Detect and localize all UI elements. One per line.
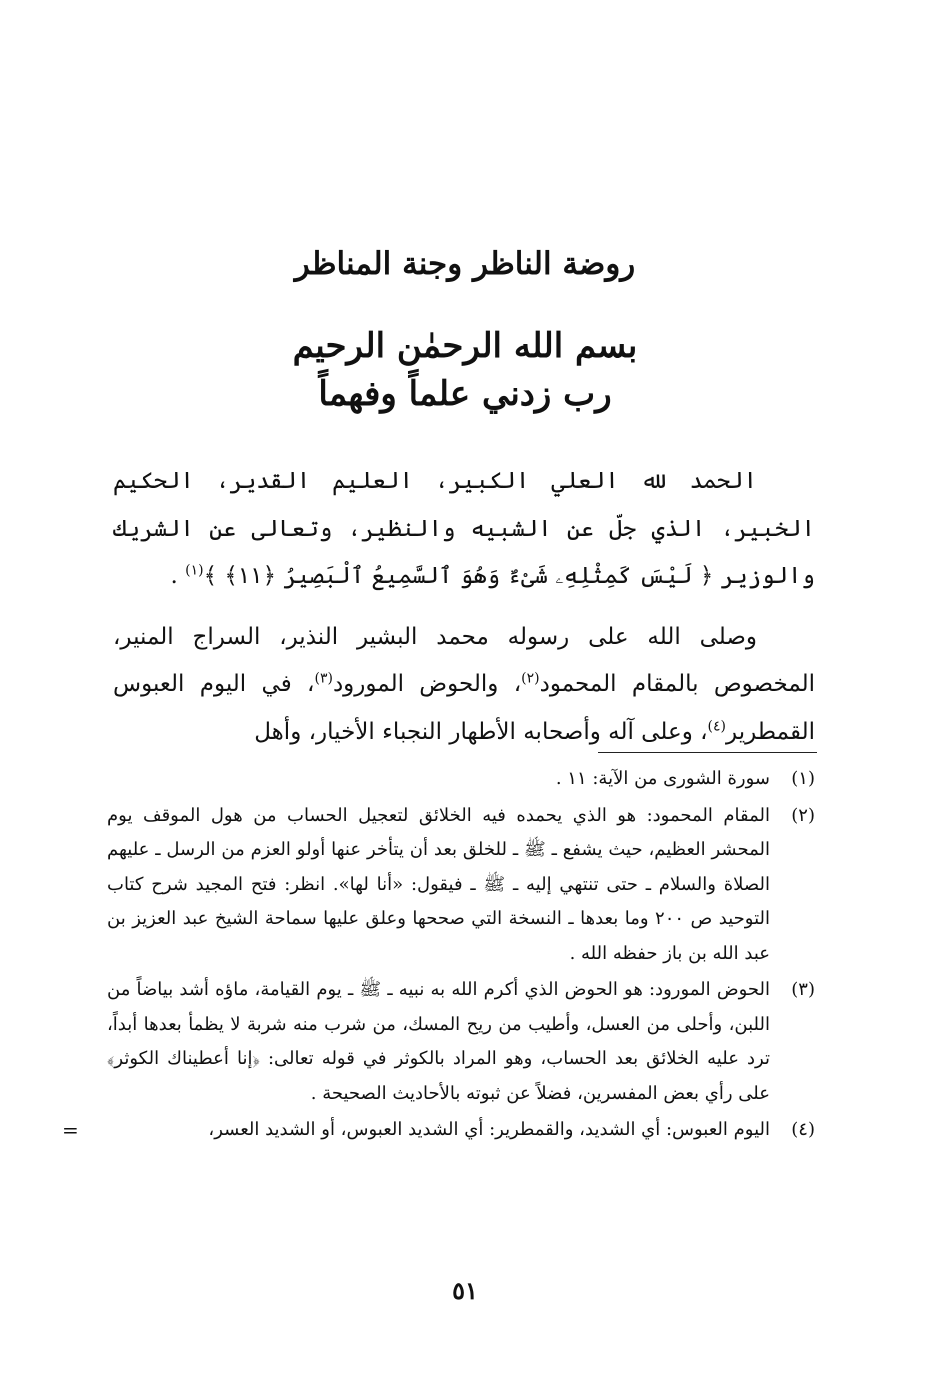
- footnote-item: [107, 799, 815, 972]
- footnote-ref-4[interactable]: (٤): [707, 717, 727, 734]
- dua: رب زدني علماً وفهماً: [318, 374, 612, 414]
- footnote-number: (٤): [791, 1119, 815, 1140]
- footnote-divider: [598, 752, 817, 753]
- salutation-part-2: ، والحوض المورود: [332, 671, 522, 697]
- paragraph-praise: [113, 458, 815, 601]
- paragraph-salutation: [113, 614, 815, 757]
- footnotes-list: [62, 762, 815, 1150]
- body-text: [113, 458, 815, 769]
- footnote-number: (١): [791, 768, 815, 789]
- footnote-number: (٣): [791, 979, 815, 1000]
- quran-verse: ﴿ لَيْسَ كَمِثْلِهِۦ شَىْءٌ وَهُوَ ٱلسَّمِيعُ ٱلْبَصِيرُ ﴿١١﴾ ﴾: [203, 563, 714, 589]
- salutation-part-3: ، في اليوم العبوس القمطرير: [113, 671, 815, 745]
- salutation-part-4: ، وعلى آله وأصحابه الأطهار النجباء الأخيار، وأهل: [254, 718, 708, 745]
- footnote-item: [107, 973, 815, 1111]
- book-title: روضة الناظر وجنة المناظر: [294, 246, 636, 282]
- footnote-ref-3[interactable]: (٣): [314, 670, 333, 687]
- basmala: بسم الله الرحمٰن الرحيم: [292, 326, 638, 366]
- footnote-text: المقام المحمود: هو الذي يحمده فيه الخلائق لتعجيل الحساب من هول الموقف يوم المحشر العظيم، حيث يشفع ـ ﷺ ـ للخلق بعد أن يتأخر عنها أولو العزم من الرسل ـ عليهم الصلاة والسلام ـ حتى تنتهي إليه ـ ﷺ ـ فيقول: «أنا لها». انظر: فتح المجيد شرح كتاب التوحيد ص ٢٠٠ وما بعدها ـ النسخة التي صححها وعلق عليها سماحة الشيخ عبد العزيز بن عبد الله بن باز حفظه الله .: [107, 804, 771, 964]
- praise-end: .: [170, 563, 178, 589]
- footnote-text: اليوم العبوس: أي الشديد، والقمطرير: أي الشديد العبوس، أو الشديد العسر،: [208, 1119, 770, 1140]
- footnote-text: سورة الشورى من الآية: ١١ .: [555, 768, 770, 789]
- footnote-number: (٢): [791, 804, 815, 826]
- continuation-mark: =: [62, 1118, 79, 1142]
- salutation-part-1: وصلى الله على رسوله محمد البشير النذير، السراج المنير، المخصوص بالمقام المحمود: [113, 623, 816, 697]
- praise-text: الحمد لله العلي الكبير، العليم القدير، الحكيم الخبير، الذي جلّ عن الشبيه والنظير، وتعالى عن الشريك والوزير: [113, 468, 815, 589]
- footnote-ref-2[interactable]: (٢): [521, 670, 540, 687]
- footnote-text: الحوض المورود: هو الحوض الذي أكرم الله به نبيه ـ ﷺ ـ يوم القيامة، ماؤه أشد بياضاً من اللبن، وأحلى من العسل، وأطيب من ريح المسك، من شرب منه شربة لا يظمأ بعدها أبداً، ترد عليه الخلائق بعد الحساب، وهو المراد بالكوثر في قوله تعالى: ﴿إنا أعطيناك الكوثر﴾ على رأي بعض المفسرين، فضلاً عن ثبوته بالأحاديث الصحيحة .: [107, 979, 770, 1104]
- page-number: ٥١: [452, 1276, 478, 1305]
- footnote-ref-1[interactable]: (١): [185, 562, 204, 579]
- footnote-item: [107, 762, 815, 797]
- footnote-item: [62, 1113, 815, 1148]
